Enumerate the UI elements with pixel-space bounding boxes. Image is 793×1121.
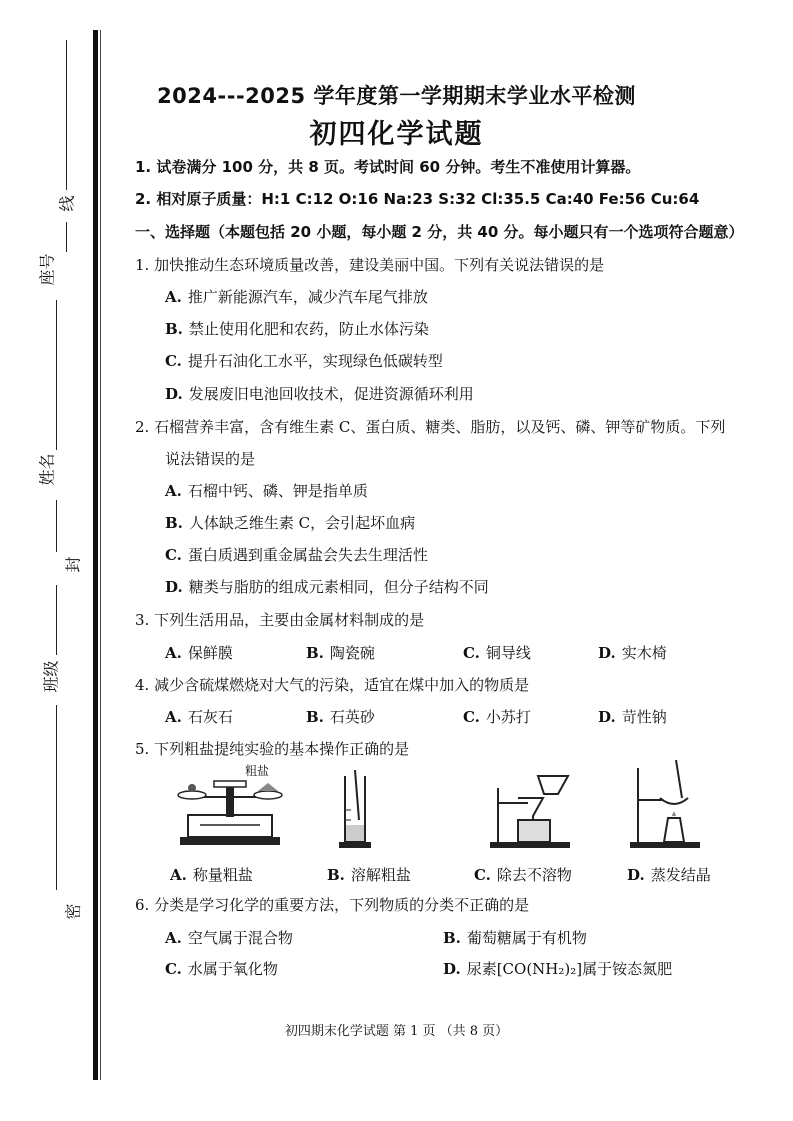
question-4-option-a: A. 石灰石 [165, 708, 233, 726]
question-1-stem: 1. 加快推动生态环境质量改善，建设美丽中国。下列有关说法错误的是 [135, 256, 605, 274]
binding-border-thin [100, 30, 101, 1080]
binding-border-thick [93, 30, 98, 1080]
exam-subject: 初四化学试题 [309, 119, 484, 150]
question-3-option-c: C. 铜导线 [463, 644, 531, 662]
exam-title: 2024---2025 学年度第一学期期末学业水平检测 [157, 84, 636, 108]
question-2-stem-line1: 2. 石榴营养丰富，含有维生素 C、蛋白质、糖类、脂肪，以及钙、磷、钾等矿物质。下列 [135, 418, 726, 436]
section-heading: 一、选择题（本题包括 20 小题，每小题 2 分，共 40 分。每小题只有一个选项符合题意） [135, 223, 744, 241]
question-4-stem: 4. 减少含硫煤燃烧对大气的污染，适宜在煤中加入的物质是 [135, 676, 530, 694]
binding-line-mark: 线 [57, 195, 77, 212]
name-fill-line [56, 500, 57, 552]
name-label: 姓名 [37, 453, 57, 486]
question-5-stem: 5. 下列粗盐提纯实验的基本操作正确的是 [135, 740, 410, 758]
question-3-option-b: B. 陶瓷碗 [306, 644, 375, 662]
graduated-cylinder-illustration [335, 770, 375, 852]
question-2-option-d: D. 糖类与脂肪的组成元素相同，但分子结构不同 [165, 578, 489, 596]
seat-label: 座号 [37, 253, 57, 286]
question-5-option-c: C. 除去不溶物 [474, 866, 572, 884]
question-1-option-c: C. 提升石油化工水平，实现绿色低碳转型 [165, 352, 443, 370]
note-2: 2. 相对原子质量：H:1 C:12 O:16 Na:23 S:32 Cl:35.5 Ca:40 Fe:56 Cu:64 [135, 190, 700, 208]
filtration-apparatus-illustration [488, 768, 573, 850]
balance-scale-illustration [170, 775, 290, 850]
note-1: 1. 试卷满分 100 分，共 8 页。考试时间 60 分钟。考生不准使用计算器。 [135, 158, 641, 176]
question-6-option-c: C. 水属于氧化物 [165, 960, 278, 978]
question-2-option-a: A. 石榴中钙、磷、钾是指单质 [165, 482, 368, 500]
binding-secret-mark: 密 [63, 903, 83, 920]
binding-dash-line [66, 222, 67, 252]
question-6-stem: 6. 分类是学习化学的重要方法，下列物质的分类不正确的是 [135, 896, 530, 914]
question-5-option-d: D. 蒸发结晶 [627, 866, 711, 884]
question-3-option-d: D. 实木椅 [598, 644, 667, 662]
page-footer: 初四期末化学试题 第 1 页 （共 8 页） [284, 1024, 509, 1039]
question-4-option-c: C. 小苏打 [463, 708, 531, 726]
question-2-option-b: B. 人体缺乏维生素 C，会引起坏血病 [165, 514, 416, 532]
evaporation-apparatus-illustration [628, 758, 703, 850]
question-4-option-b: B. 石英砂 [306, 708, 375, 726]
question-2-option-c: C. 蛋白质遇到重金属盐会失去生理活性 [165, 546, 428, 564]
question-4-option-d: D. 苛性钠 [598, 708, 667, 726]
coarse-salt-label: 粗盐 [245, 764, 270, 778]
binding-dash-line [56, 705, 57, 890]
question-1-option-b: B. 禁止使用化肥和农药，防止水体污染 [165, 320, 429, 338]
question-1-option-d: D. 发展废旧电池回收技术，促进资源循环利用 [165, 385, 474, 403]
binding-seal-mark: 封 [63, 556, 83, 573]
seat-fill-line [56, 300, 57, 450]
question-3-option-a: A. 保鲜膜 [165, 644, 233, 662]
question-6-option-d: D. 尿素[CO(NH₂)₂]属于铵态氮肥 [443, 960, 673, 978]
question-5-option-b: B. 溶解粗盐 [327, 866, 411, 884]
question-3-stem: 3. 下列生活用品，主要由金属材料制成的是 [135, 611, 425, 629]
class-label: 班级 [41, 660, 61, 693]
question-6-option-b: B. 葡萄糖属于有机物 [443, 929, 587, 947]
class-fill-line [56, 585, 57, 655]
question-2-stem-line2: 说法错误的是 [165, 450, 256, 468]
question-1-option-a: A. 推广新能源汽车，减少汽车尾气排放 [165, 288, 428, 306]
question-6-option-a: A. 空气属于混合物 [165, 929, 293, 947]
question-5-option-a: A. 称量粗盐 [170, 866, 253, 884]
